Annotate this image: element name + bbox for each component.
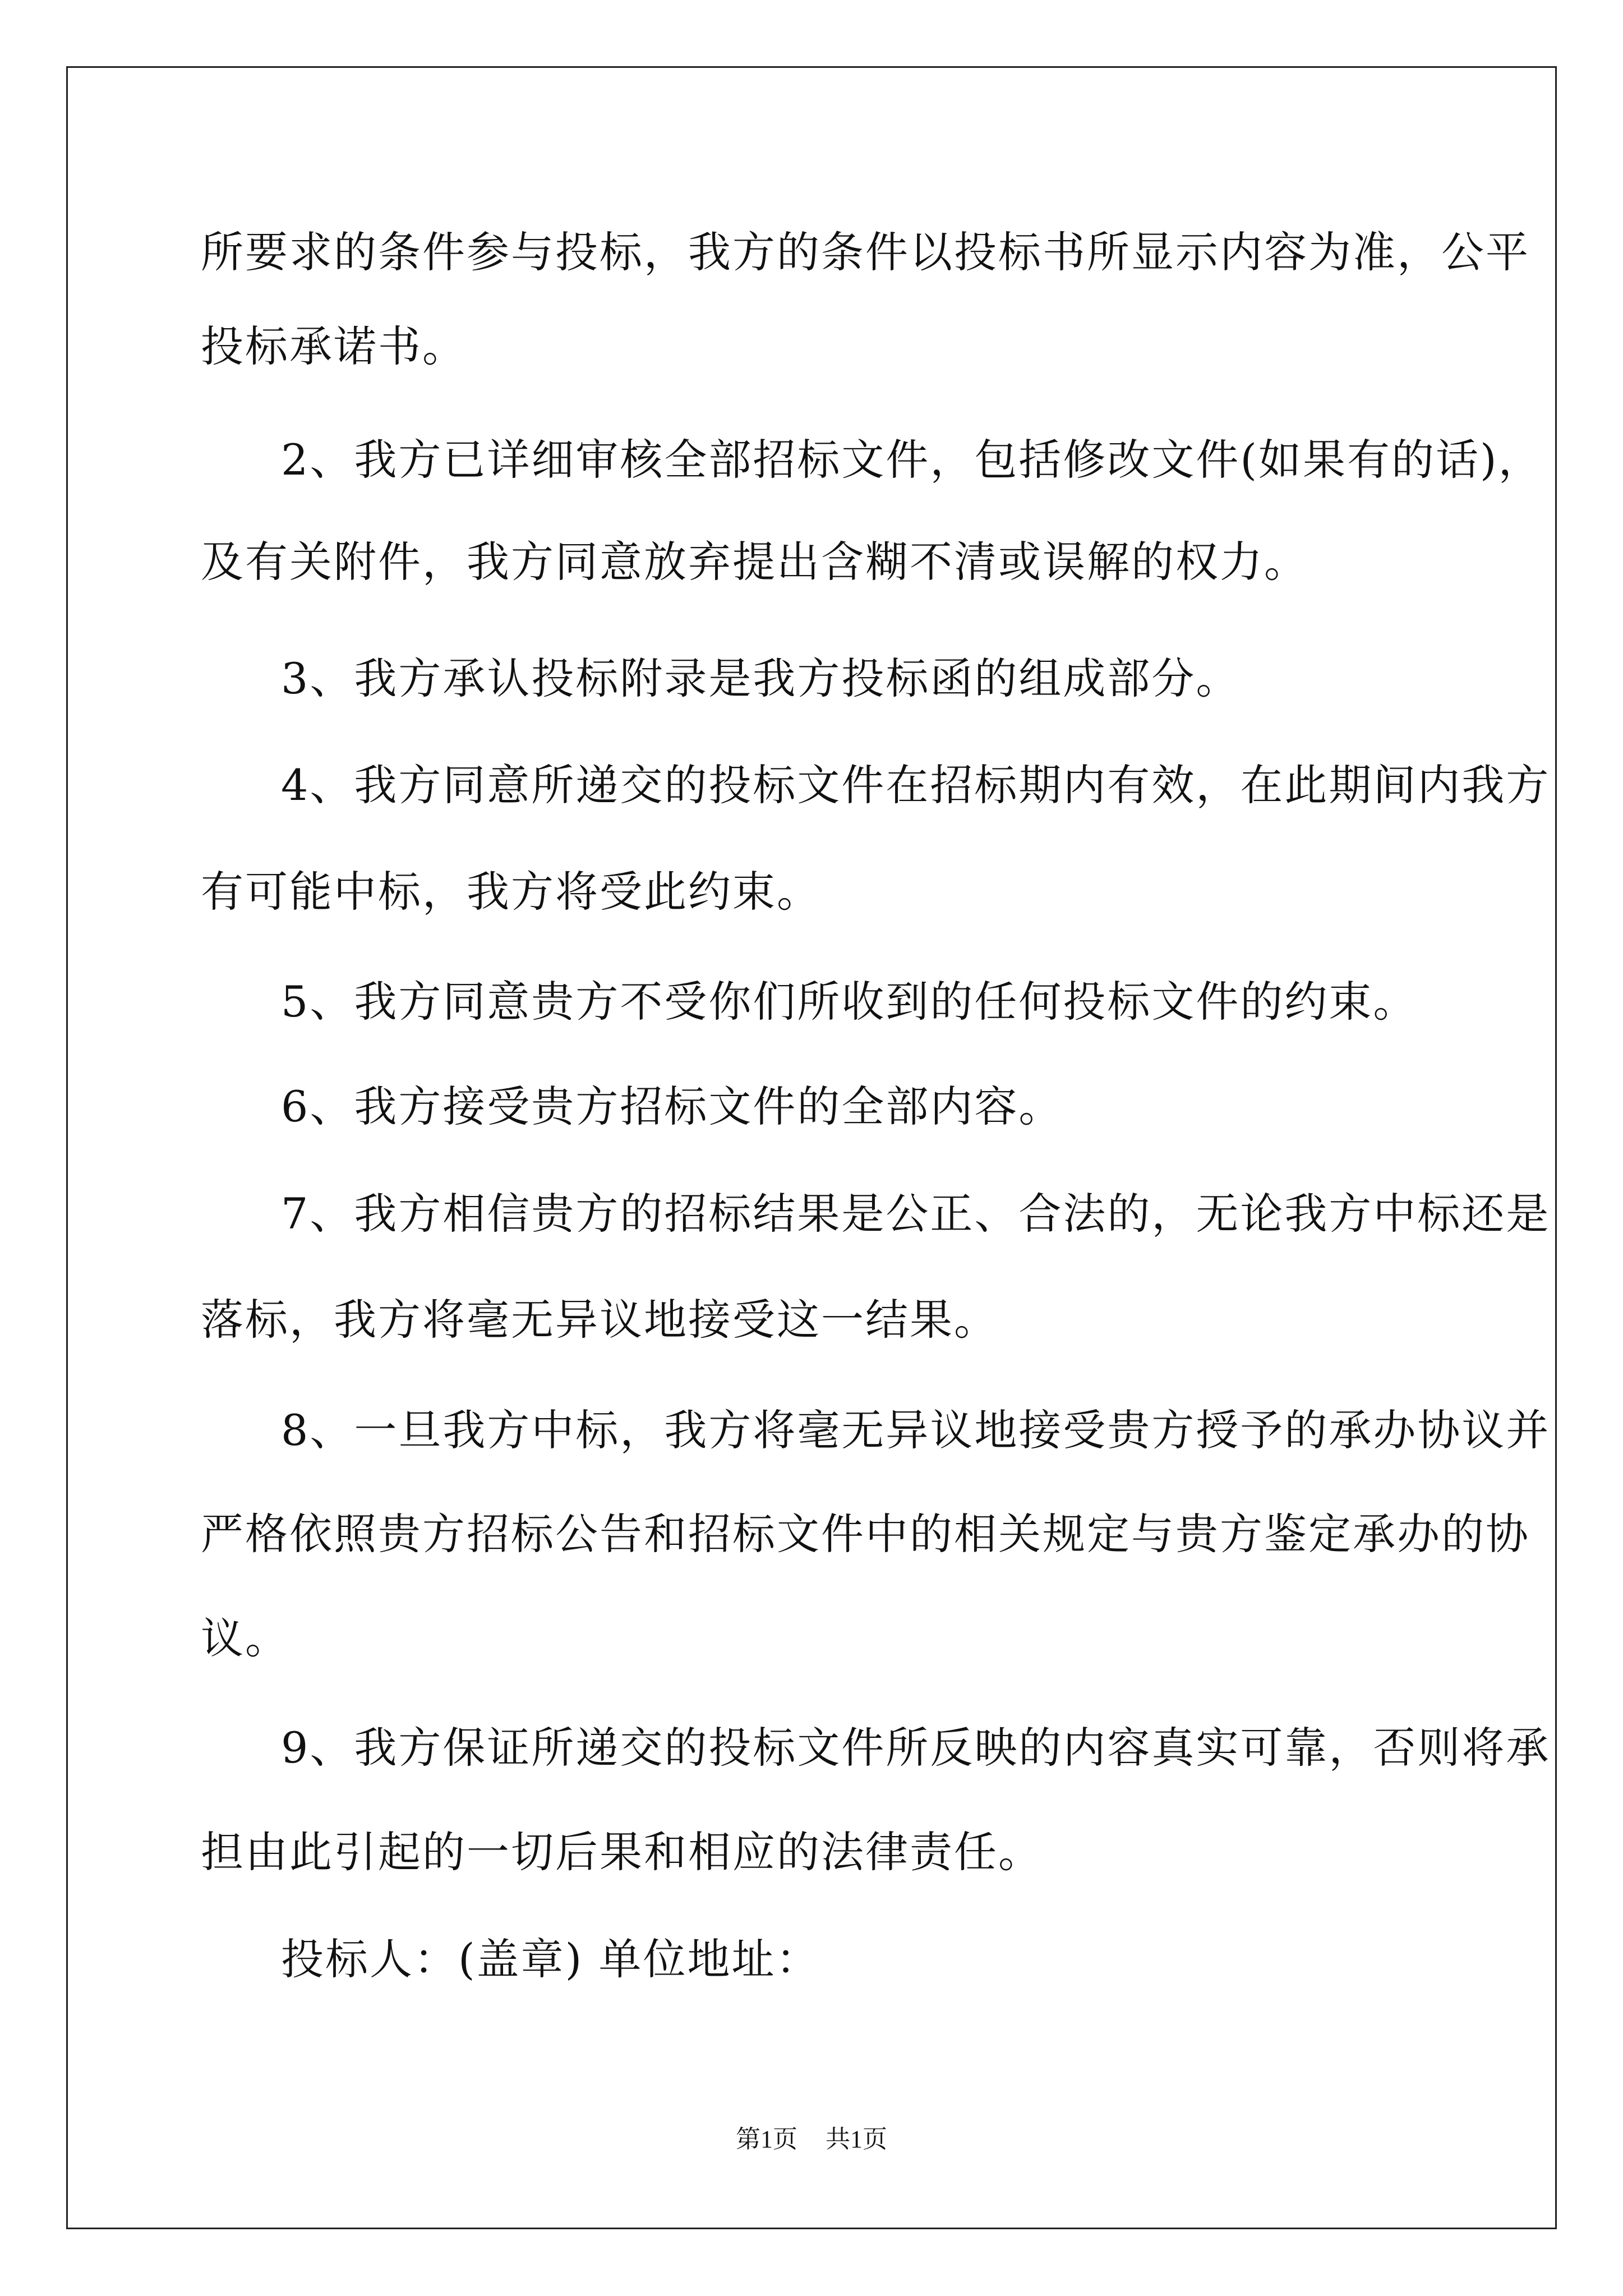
text-line: 6、我方接受贵方招标文件的全部内容。 <box>281 1082 1063 1131</box>
page-footer <box>0 2127 1623 2152</box>
text-line: 3、我方承认投标附录是我方投标函的组成部分。 <box>281 654 1241 703</box>
text-line: 投标承诺书。 <box>201 321 467 371</box>
text-line: 及有关附件，我方同意放弃提出含糊不清或误解的权力。 <box>201 537 1308 587</box>
text-line: 7、我方相信贵方的招标结果是公正、合法的，无论我方中标还是 <box>281 1189 1551 1239</box>
text-line: 议。 <box>201 1613 289 1663</box>
text-line: 担由此引起的一切后果和相应的法律责任。 <box>201 1827 1043 1877</box>
text-line: 所要求的条件参与投标，我方的条件以投标书所显示内容为准，公平 <box>201 227 1530 277</box>
text-line: 有可能中标，我方将受此约束。 <box>201 867 821 917</box>
page-border <box>66 66 1557 2229</box>
text-line: 9、我方保证所递交的投标文件所反映的内容真实可靠，否则将承 <box>281 1723 1551 1773</box>
text-line: 投标人：(盖章) 单位地址： <box>281 1934 820 1984</box>
text-line: 4、我方同意所递交的投标文件在招标期内有效，在此期间内我方 <box>281 760 1551 810</box>
text-line: 严格依照贵方招标公告和招标文件中的相关规定与贵方鉴定承办的协 <box>201 1509 1530 1559</box>
text-line: 落标，我方将毫无异议地接受这一结果。 <box>201 1295 998 1345</box>
text-line: 5、我方同意贵方不受你们所收到的任何投标文件的约束。 <box>281 977 1418 1027</box>
text-line: 2、我方已详细审核全部招标文件，包括修改文件(如果有的话)， <box>281 435 1543 485</box>
text-line: 8、一旦我方中标，我方将毫无异议地接受贵方授予的承办协议并 <box>281 1405 1551 1455</box>
page-number: 第1页 <box>736 2125 797 2153</box>
page-count: 共1页 <box>826 2125 887 2153</box>
